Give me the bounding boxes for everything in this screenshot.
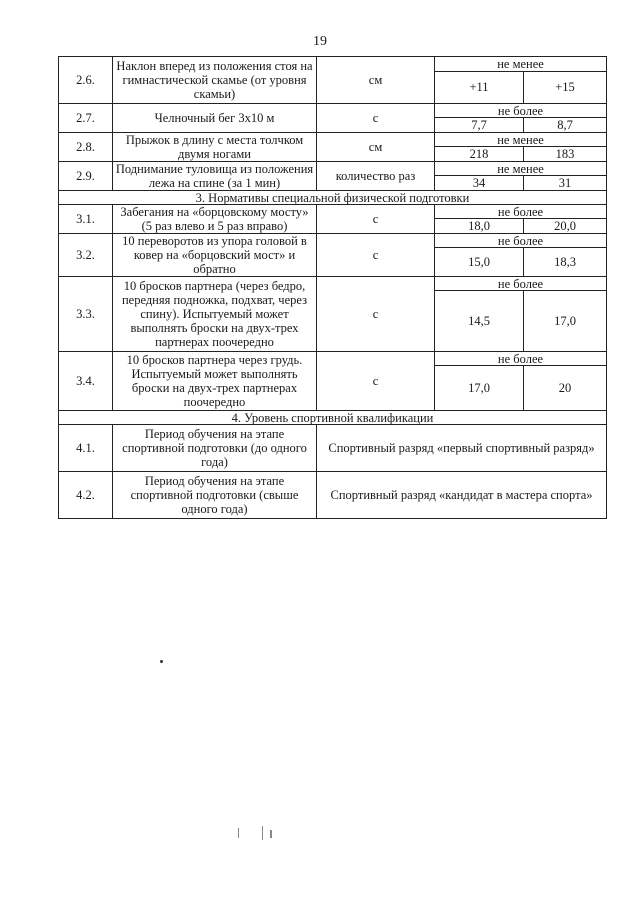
row-number: 3.3. [59, 277, 113, 352]
value-boys: 15,0 [435, 248, 524, 277]
table-row [59, 234, 607, 248]
test-name: Наклон вперед из положения стоя на гимнастической скамье (от уровня скамьи) [113, 57, 317, 104]
value-boys: 18,0 [435, 219, 524, 234]
unit-cell: с [317, 277, 435, 352]
table-row [59, 57, 607, 72]
test-name: 10 переворотов из упора головой в ковер на «борцовский мост» и обратно [113, 234, 317, 277]
section-header-row [59, 411, 607, 425]
row-number: 2.8. [59, 133, 113, 162]
row-number: 4.1. [59, 425, 113, 472]
value-girls: 20 [524, 366, 607, 411]
row-number: 2.7. [59, 104, 113, 133]
test-name: Прыжок в длину с места толчком двумя ногами [113, 133, 317, 162]
unit-cell: с [317, 104, 435, 133]
unit-cell: с [317, 205, 435, 234]
table-row [59, 425, 607, 472]
section-title: 4. Уровень спортивной квалификации [59, 411, 607, 425]
value-boys: 14,5 [435, 291, 524, 352]
value-girls: 8,7 [524, 118, 607, 133]
row-number: 2.9. [59, 162, 113, 191]
section-header-row [59, 191, 607, 205]
unit-cell: количество раз [317, 162, 435, 191]
test-name: Забегания на «борцовскому мосту» (5 раз влево и 5 раз вправо) [113, 205, 317, 234]
qualification-value: Спортивный разряд «первый спортивный разряд» [317, 425, 607, 472]
row-number: 3.2. [59, 234, 113, 277]
table-row [59, 162, 607, 176]
table-row [59, 205, 607, 219]
condition-cell: не более [435, 277, 607, 291]
unit-cell: см [317, 133, 435, 162]
qualification-value: Спортивный разряд «кандидат в мастера спорта» [317, 472, 607, 519]
value-boys: 17,0 [435, 366, 524, 411]
unit-cell: см [317, 57, 435, 104]
scan-speck [160, 660, 163, 663]
condition-cell: не менее [435, 133, 607, 147]
row-number: 2.6. [59, 57, 113, 104]
table-row [59, 104, 607, 118]
test-name: Челночный бег 3х10 м [113, 104, 317, 133]
table-row [59, 277, 607, 291]
norms-table [58, 56, 607, 519]
value-girls: +15 [524, 71, 607, 103]
test-name: 10 бросков партнера (через бедро, передняя подножка, подхват, через спину). Испытуемый может выполнять броски на двух-трех партнерах поочередно [113, 277, 317, 352]
value-girls: 20,0 [524, 219, 607, 234]
condition-cell: не более [435, 104, 607, 118]
unit-cell: с [317, 234, 435, 277]
condition-cell: не более [435, 352, 607, 366]
section-title: 3. Нормативы специальной физической подготовки [59, 191, 607, 205]
test-name: 10 бросков партнера через грудь. Испытуемый может выполнять броски на двух-трех партнерах поочередно [113, 352, 317, 411]
value-boys: 7,7 [435, 118, 524, 133]
value-girls: 183 [524, 147, 607, 162]
row-number: 4.2. [59, 472, 113, 519]
scan-speck [270, 830, 272, 838]
value-girls: 17,0 [524, 291, 607, 352]
value-boys: 218 [435, 147, 524, 162]
table-row [59, 133, 607, 147]
unit-cell: с [317, 352, 435, 411]
value-girls: 31 [524, 176, 607, 191]
condition-cell: не менее [435, 162, 607, 176]
test-name: Период обучения на этапе спортивной подготовки (до одного года) [113, 425, 317, 472]
value-boys: 34 [435, 176, 524, 191]
condition-cell: не менее [435, 57, 607, 72]
value-girls: 18,3 [524, 248, 607, 277]
scan-speck [238, 828, 239, 838]
condition-cell: не более [435, 234, 607, 248]
row-number: 3.4. [59, 352, 113, 411]
row-number: 3.1. [59, 205, 113, 234]
test-name: Поднимание туловища из положения лежа на спине (за 1 мин) [113, 162, 317, 191]
table-row [59, 472, 607, 519]
scan-speck [262, 826, 263, 840]
value-boys: +11 [435, 71, 524, 103]
test-name: Период обучения на этапе спортивной подготовки (свыше одного года) [113, 472, 317, 519]
table-row [59, 352, 607, 366]
page-number: 19 [313, 34, 327, 49]
condition-cell: не более [435, 205, 607, 219]
